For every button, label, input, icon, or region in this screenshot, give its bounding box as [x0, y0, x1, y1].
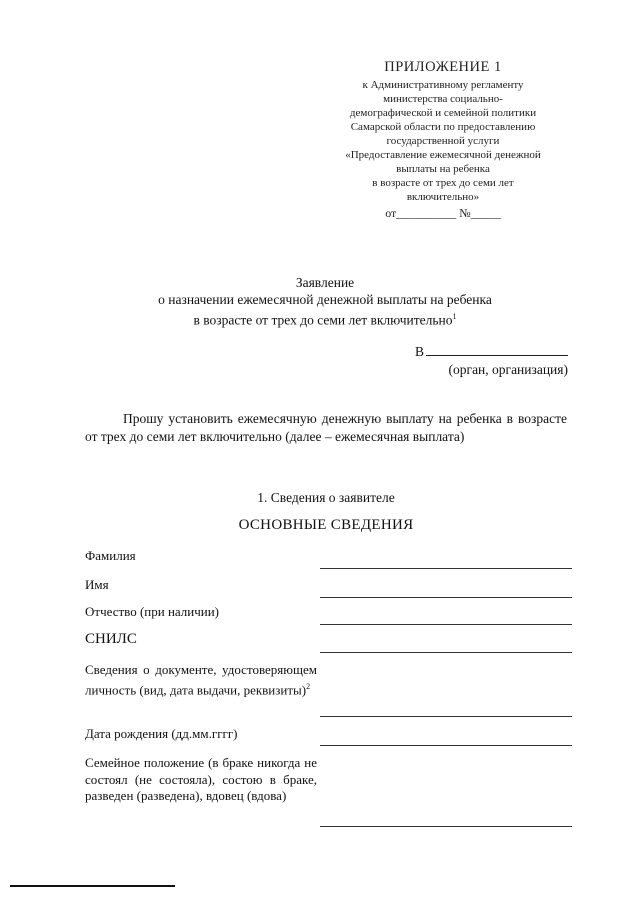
document-title [100, 274, 550, 329]
appendix-line: «Предоставление ежемесячной денежной [345, 149, 541, 161]
name-field[interactable] [320, 597, 572, 598]
birth-date-label: Дата рождения (дд.мм.гггг) [85, 726, 238, 741]
snils-field[interactable] [320, 652, 572, 653]
addressee-line [415, 342, 568, 361]
footnote-mark: 1 [452, 312, 457, 321]
document-title-line [100, 308, 550, 329]
appendix-line: государственной услуги [386, 135, 500, 147]
appendix-line: выплаты на ребенка [396, 163, 490, 175]
document-title-text: в возрасте от трех до семи лет включительно [193, 312, 453, 328]
snils-label: СНИЛС [85, 631, 137, 647]
marital-status-field[interactable] [320, 826, 572, 827]
appendix-line: в возрасте от трех до семи лет [372, 177, 514, 189]
document-title-line: о назначении ежемесячной денежной выплаты на ребенка [158, 292, 492, 307]
appendix-line: министерства социально- [383, 93, 503, 105]
appendix-title: ПРИЛОЖЕНИЕ 1 [384, 59, 502, 75]
footnote-mark: 2 [306, 681, 311, 691]
appendix-date-number-line: от__________ №_____ [385, 206, 501, 220]
name-label: Имя [85, 577, 109, 592]
surname-label: Фамилия [85, 548, 136, 563]
addressee-block [415, 342, 568, 379]
appendix-line: включительно» [406, 191, 480, 203]
id-document-text: Сведения о документе, удостоверяющем личность (вид, дата выдачи, реквизиты) [85, 662, 317, 697]
appendix-line: демографической и семейной политики [349, 107, 537, 119]
surname-field[interactable] [320, 568, 572, 569]
subsection-title: ОСНОВНЫЕ СВЕДЕНИЯ [238, 517, 414, 533]
id-document-label [85, 662, 317, 698]
addressee-caption: (орган, организация) [448, 362, 568, 377]
birth-date-field[interactable] [320, 745, 572, 746]
footnote-separator [10, 885, 175, 887]
request-paragraph: Прошу установить ежемесячную денежную выплату на ребенка в возрасте от трех до семи лет включительно (далее – ежемесячная выплата) [85, 411, 567, 444]
addressee-prefix: В [414, 344, 424, 359]
document-title-line: Заявление [295, 275, 355, 290]
appendix-line: Самарской области по предоставлению [350, 121, 536, 133]
id-document-field[interactable] [320, 716, 572, 717]
marital-status-label: Семейное положение (в браке никогда не состоял (не состояла), состою в браке, разведен (разведена), вдовец (вдова) [85, 755, 317, 803]
section-title: 1. Сведения о заявителе [257, 490, 395, 505]
patronymic-field[interactable] [320, 624, 572, 625]
addressee-blank-field[interactable] [426, 342, 568, 356]
patronymic-label: Отчество (при наличии) [85, 604, 220, 619]
appendix-line: к Административному регламенту [362, 79, 524, 91]
appendix-header [318, 58, 568, 220]
